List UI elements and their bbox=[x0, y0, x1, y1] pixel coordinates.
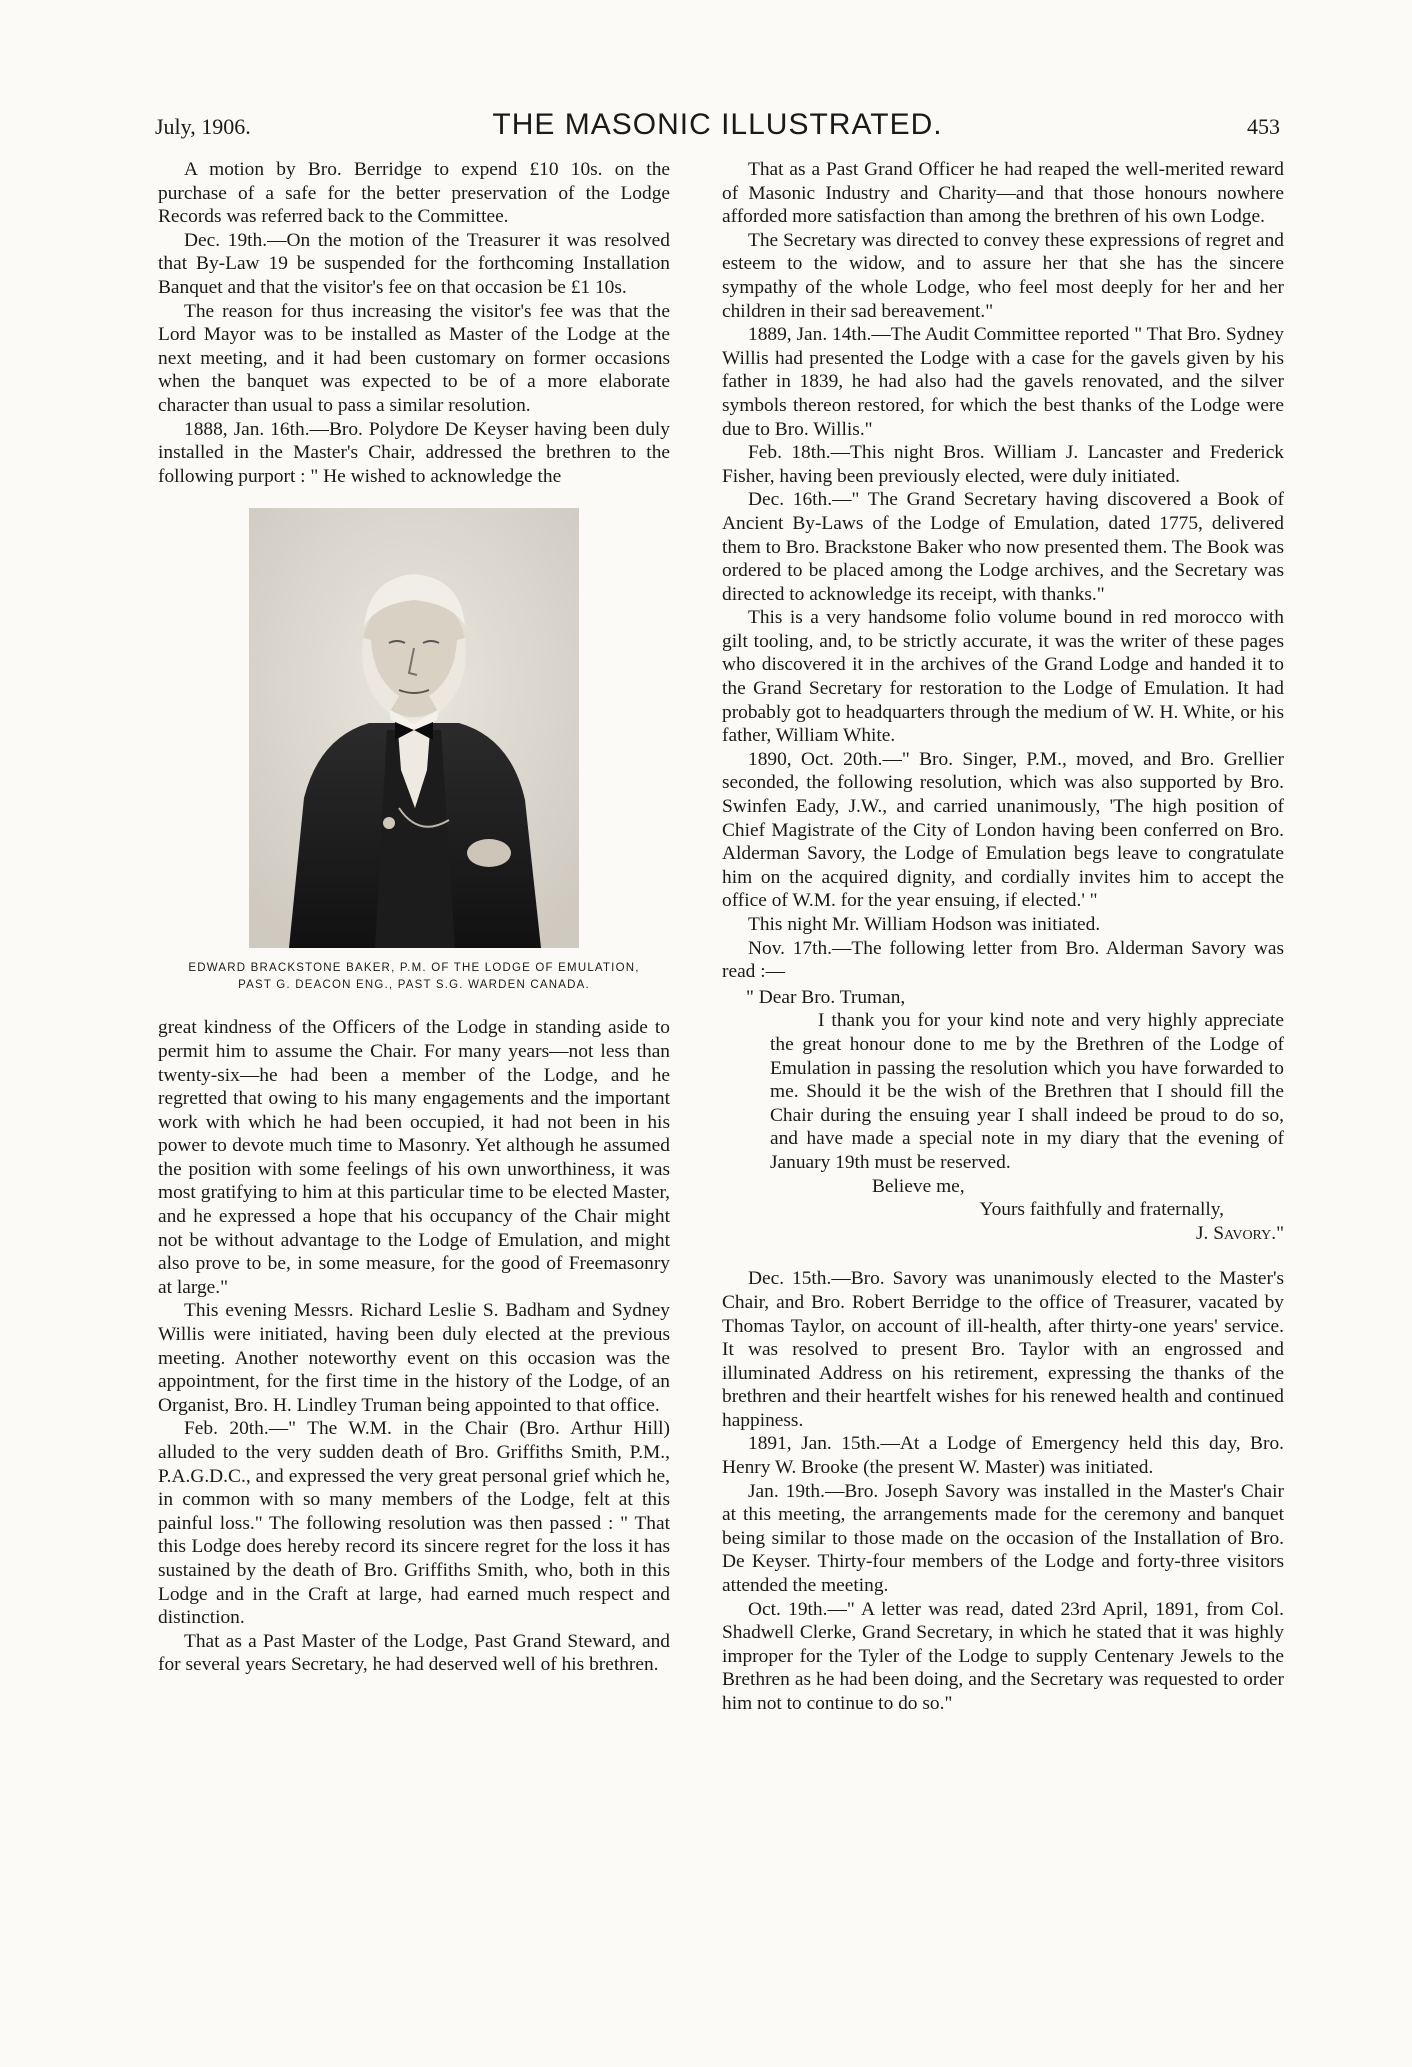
paragraph: Feb. 20th.—" The W.M. in the Chair (Bro. Arthur Hill) alluded to the very sudden death of Bro. Griffiths Smith, P.M., P.A.G.D.C., and expressed the very great personal grief which he, in common with so many members of the Lodge, felt at this painful loss." The following resolution was then passed : " That this Lodge does hereby record its sincere regret for the loss it has sustained by the death of Bro. Griffiths Smith, who, both in this Lodge and in the Craft at large, had earned much respect and distinction. bbox=[158, 1418, 670, 1629]
paragraph: 1890, Oct. 20th.—" Bro. Singer, P.M., moved, and Bro. Grellier seconded, the following resolution, which was also supported by Bro. Swinfen Eady, J.W., and carried unanimously, 'The high position of Chief Magistrate of the City of London having been conferred on Bro. Alderman Savory, the Lodge of Emulation begs leave to congratulate him on the acquired dignity, and cordially invites him to accept the office of W.M. for the year ensuing, if elected.' " bbox=[722, 748, 1284, 912]
left-column bbox=[158, 158, 670, 1677]
paragraph: Dec. 15th.—Bro. Savory was unanimously elected to the Master's Chair, and Bro. Robert Berridge to the office of Treasurer, vacated by Thomas Taylor, on account of ill-health, after thirty-one years' service. It was resolved to present Bro. Taylor with an engrossed and illuminated Address on his retirement, expressing the thanks of the brethren and their heartfelt wishes for his renewed health and continued happiness. bbox=[722, 1268, 1284, 1431]
savory-letter bbox=[722, 986, 1284, 1246]
portrait-figure bbox=[158, 508, 670, 994]
paragraph: That as a Past Grand Officer he had reaped the well-merited reward of Masonic Industry and Charity—and that those honours nowhere afforded more satisfaction than among the brethren of his own Lodge. bbox=[722, 159, 1284, 228]
page-number: 453 bbox=[1247, 114, 1280, 139]
paragraph: 1891, Jan. 15th.—At a Lodge of Emergency held this day, Bro. Henry W. Brooke (the present W. Master) was initiated. bbox=[722, 1433, 1284, 1479]
portrait-photo bbox=[249, 508, 579, 948]
caption-line: EDWARD BRACKSTONE BAKER, P.M. OF THE LODGE OF EMULATION, bbox=[188, 962, 640, 975]
letter-closing: Yours faithfully and fraternally, bbox=[979, 1199, 1224, 1221]
paragraph: This evening Messrs. Richard Leslie S. Badham and Sydney Willis were initiated, having been duly elected at the previous meeting. Another noteworthy event on this occasion was the appointment, for the first time in the history of the Lodge, of an Organist, Bro. H. Lindley Truman being appointed to that office. bbox=[158, 1300, 670, 1416]
right-column bbox=[722, 158, 1284, 1716]
letter-signature: J. Savory." bbox=[1196, 1222, 1284, 1244]
letter-closing: Believe me, bbox=[872, 1175, 965, 1197]
paragraph: Jan. 19th.—Bro. Joseph Savory was installed in the Master's Chair at this meeting, the arrangements made for the ceremony and banquet being similar to those made on the occasion of the Installation of Bro. De Keyser. Thirty-four members of the Lodge and forty-three visitors attended the meeting. bbox=[722, 1480, 1284, 1597]
paragraph: A motion by Bro. Berridge to expend £10 10s. on the purchase of a safe for the better preservation of the Lodge Records was referred back to the Committee. bbox=[158, 159, 670, 228]
paragraph: The Secretary was directed to convey these expressions of regret and esteem to the widow, and to assure her that she has the sincere sympathy of the whole Lodge, who feel most deeply for her and her children in their sad bereavement." bbox=[722, 229, 1284, 322]
publication-title: THE MASONIC ILLUSTRATED. bbox=[492, 108, 943, 141]
paragraph: 1889, Jan. 14th.—The Audit Committee reported " That Bro. Sydney Willis had presented the Lodge with a case for the gavels given by his father in 1839, he had also had the gavels renovated, and the silver symbols thereon restored, for which the best thanks of the Lodge were due to Bro. Willis." bbox=[722, 324, 1284, 440]
caption-line: PAST G. DEACON ENG., PAST S.G. WARDEN CANADA. bbox=[238, 979, 590, 992]
paragraph: Dec. 16th.—" The Grand Secretary having discovered a Book of Ancient By-Laws of the Lodge of Emulation, dated 1775, delivered them to Bro. Brackstone Baker who now presented them. The Book was ordered to be placed among the Lodge archives, and the Secretary was directed to acknowledge its receipt, with thanks." bbox=[722, 489, 1284, 605]
paragraph: Dec. 19th.—On the motion of the Treasurer it was resolved that By-Law 19 be suspended for the forthcoming Installation Banquet and that the visitor's fee on that occasion be £1 10s. bbox=[158, 229, 670, 298]
paragraph: Oct. 19th.—" A letter was read, dated 23rd April, 1891, from Col. Shadwell Clerke, Grand Secretary, in which he stated that it was highly improper for the Tyler of the Lodge to supply Centenary Jewels to the Brethren as he had been doing, and the Secretary was requested to order him not to continue to do so." bbox=[722, 1598, 1284, 1714]
paragraph: great kindness of the Officers of the Lodge in standing aside to permit him to assume the Chair. For many years—not less than twenty-six—he had been a member of the Lodge, and he regretted that owing to his many engagements and the important work with which he had been occupied, it had not been in his power to devote much time to Masonry. Yet although he assumed the position with some feelings of his own unworthiness, it was most gratifying to him at this particular time to be elected Master, and he expressed a hope that his occupancy of the Chair might not be without advantage to the Lodge of Emulation, and might also prove to be, in some measure, for the good of Freemasonry at large." bbox=[158, 1017, 670, 1298]
letter-salutation: " Dear Bro. Truman, bbox=[746, 986, 906, 1008]
letter-body: I thank you for your kind note and very highly appreciate the great honour done to me by the Brethren of the Lodge of Emulation in passing the resolution which you have forwarded to me. Should it be the wish of the Brethren that I should fill the Chair during the ensuing year I shall indeed be proud to do so, and have made a special note in my diary that the evening of January 19th must be reserved. bbox=[770, 1010, 1284, 1173]
paragraph: This is a very handsome folio volume bound in red morocco with gilt tooling, and, to be strictly accurate, it was the writer of these pages who discovered it in the archives of the Grand Lodge and handed it to the Grand Secretary for restoration to the Lodge of Emulation. It had probably got to headquarters through the medium of W. H. White, or his father, William White. bbox=[722, 607, 1284, 747]
running-header bbox=[155, 108, 1280, 148]
issue-date: July, 1906. bbox=[155, 114, 251, 139]
portrait-caption bbox=[158, 960, 670, 994]
paragraph: Nov. 17th.—The following letter from Bro. Alderman Savory was read :— bbox=[722, 937, 1284, 983]
paragraph: That as a Past Master of the Lodge, Past Grand Steward, and for several years Secretary, he had deserved well of his brethren. bbox=[158, 1630, 670, 1676]
paragraph: 1888, Jan. 16th.—Bro. Polydore De Keyser having been duly installed in the Master's Chair, addressed the brethren to the following purport : " He wished to acknowledge the bbox=[158, 418, 670, 487]
paragraph: This night Mr. William Hodson was initiated. bbox=[748, 914, 1101, 935]
paragraph: The reason for thus increasing the visitor's fee was that the Lord Mayor was to be installed as Master of the Lodge at the next meeting, and it had been customary on former occasions when the banquet was expected to be of a more elaborate character than usual to pass a similar resolution. bbox=[158, 300, 670, 416]
paragraph: Feb. 18th.—This night Bros. William J. Lancaster and Frederick Fisher, having been previously elected, were duly initiated. bbox=[722, 442, 1284, 487]
